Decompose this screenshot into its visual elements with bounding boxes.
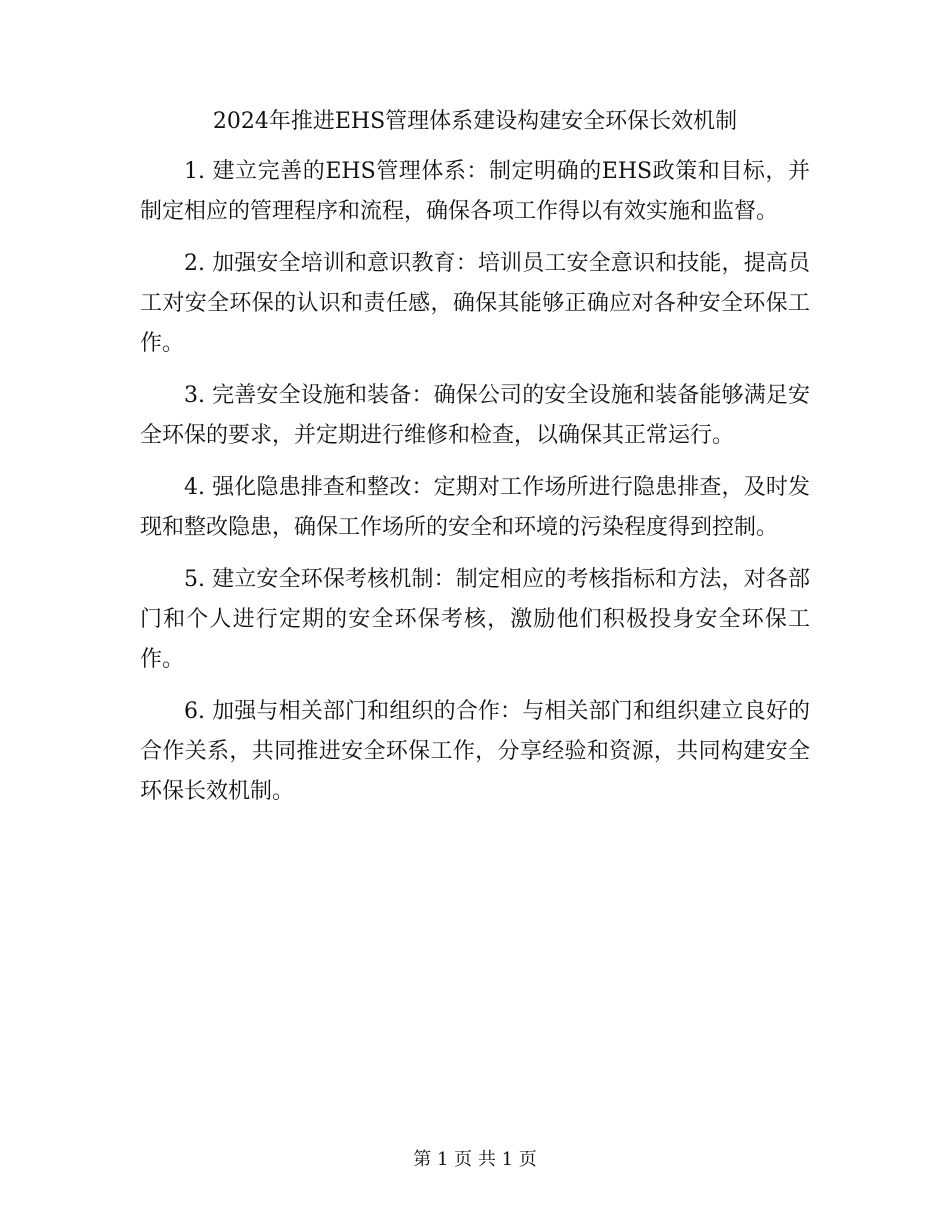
paragraph-5: 5. 建立安全环保考核机制：制定相应的考核指标和方法，对各部门和个人进行定期的安全环保考核，激励他们积极投身安全环保工作。 (140, 567, 810, 672)
paragraph-4: 4. 强化隐患排查和整改：定期对工作场所进行隐患排查，及时发现和整改隐患，确保工作场所的安全和环境的污染程度得到控制。 (140, 475, 810, 540)
paragraph-3: 3. 完善安全设施和装备：确保公司的安全设施和装备能够满足安全环保的要求，并定期进行维修和检查，以确保其正常运行。 (140, 383, 810, 448)
document-body (140, 152, 810, 824)
page-footer: 第 1 页 共 1 页 (413, 1149, 537, 1170)
paragraph-1: 1. 建立完善的EHS管理体系：制定明确的EHS政策和目标，并制定相应的管理程序和流程，确保各项工作得以有效实施和监督。 (140, 159, 810, 224)
paragraph-6: 6. 加强与相关部门和组织的合作：与相关部门和组织建立良好的合作关系，共同推进安全环保工作，分享经验和资源，共同构建安全环保长效机制。 (140, 699, 810, 804)
paragraph-2: 2. 加强安全培训和意识教育：培训员工安全意识和技能，提高员工对安全环保的认识和责任感，确保其能够正确应对各种安全环保工作。 (140, 251, 810, 356)
document-title: 2024年推进EHS管理体系建设构建安全环保长效机制 (212, 109, 738, 134)
